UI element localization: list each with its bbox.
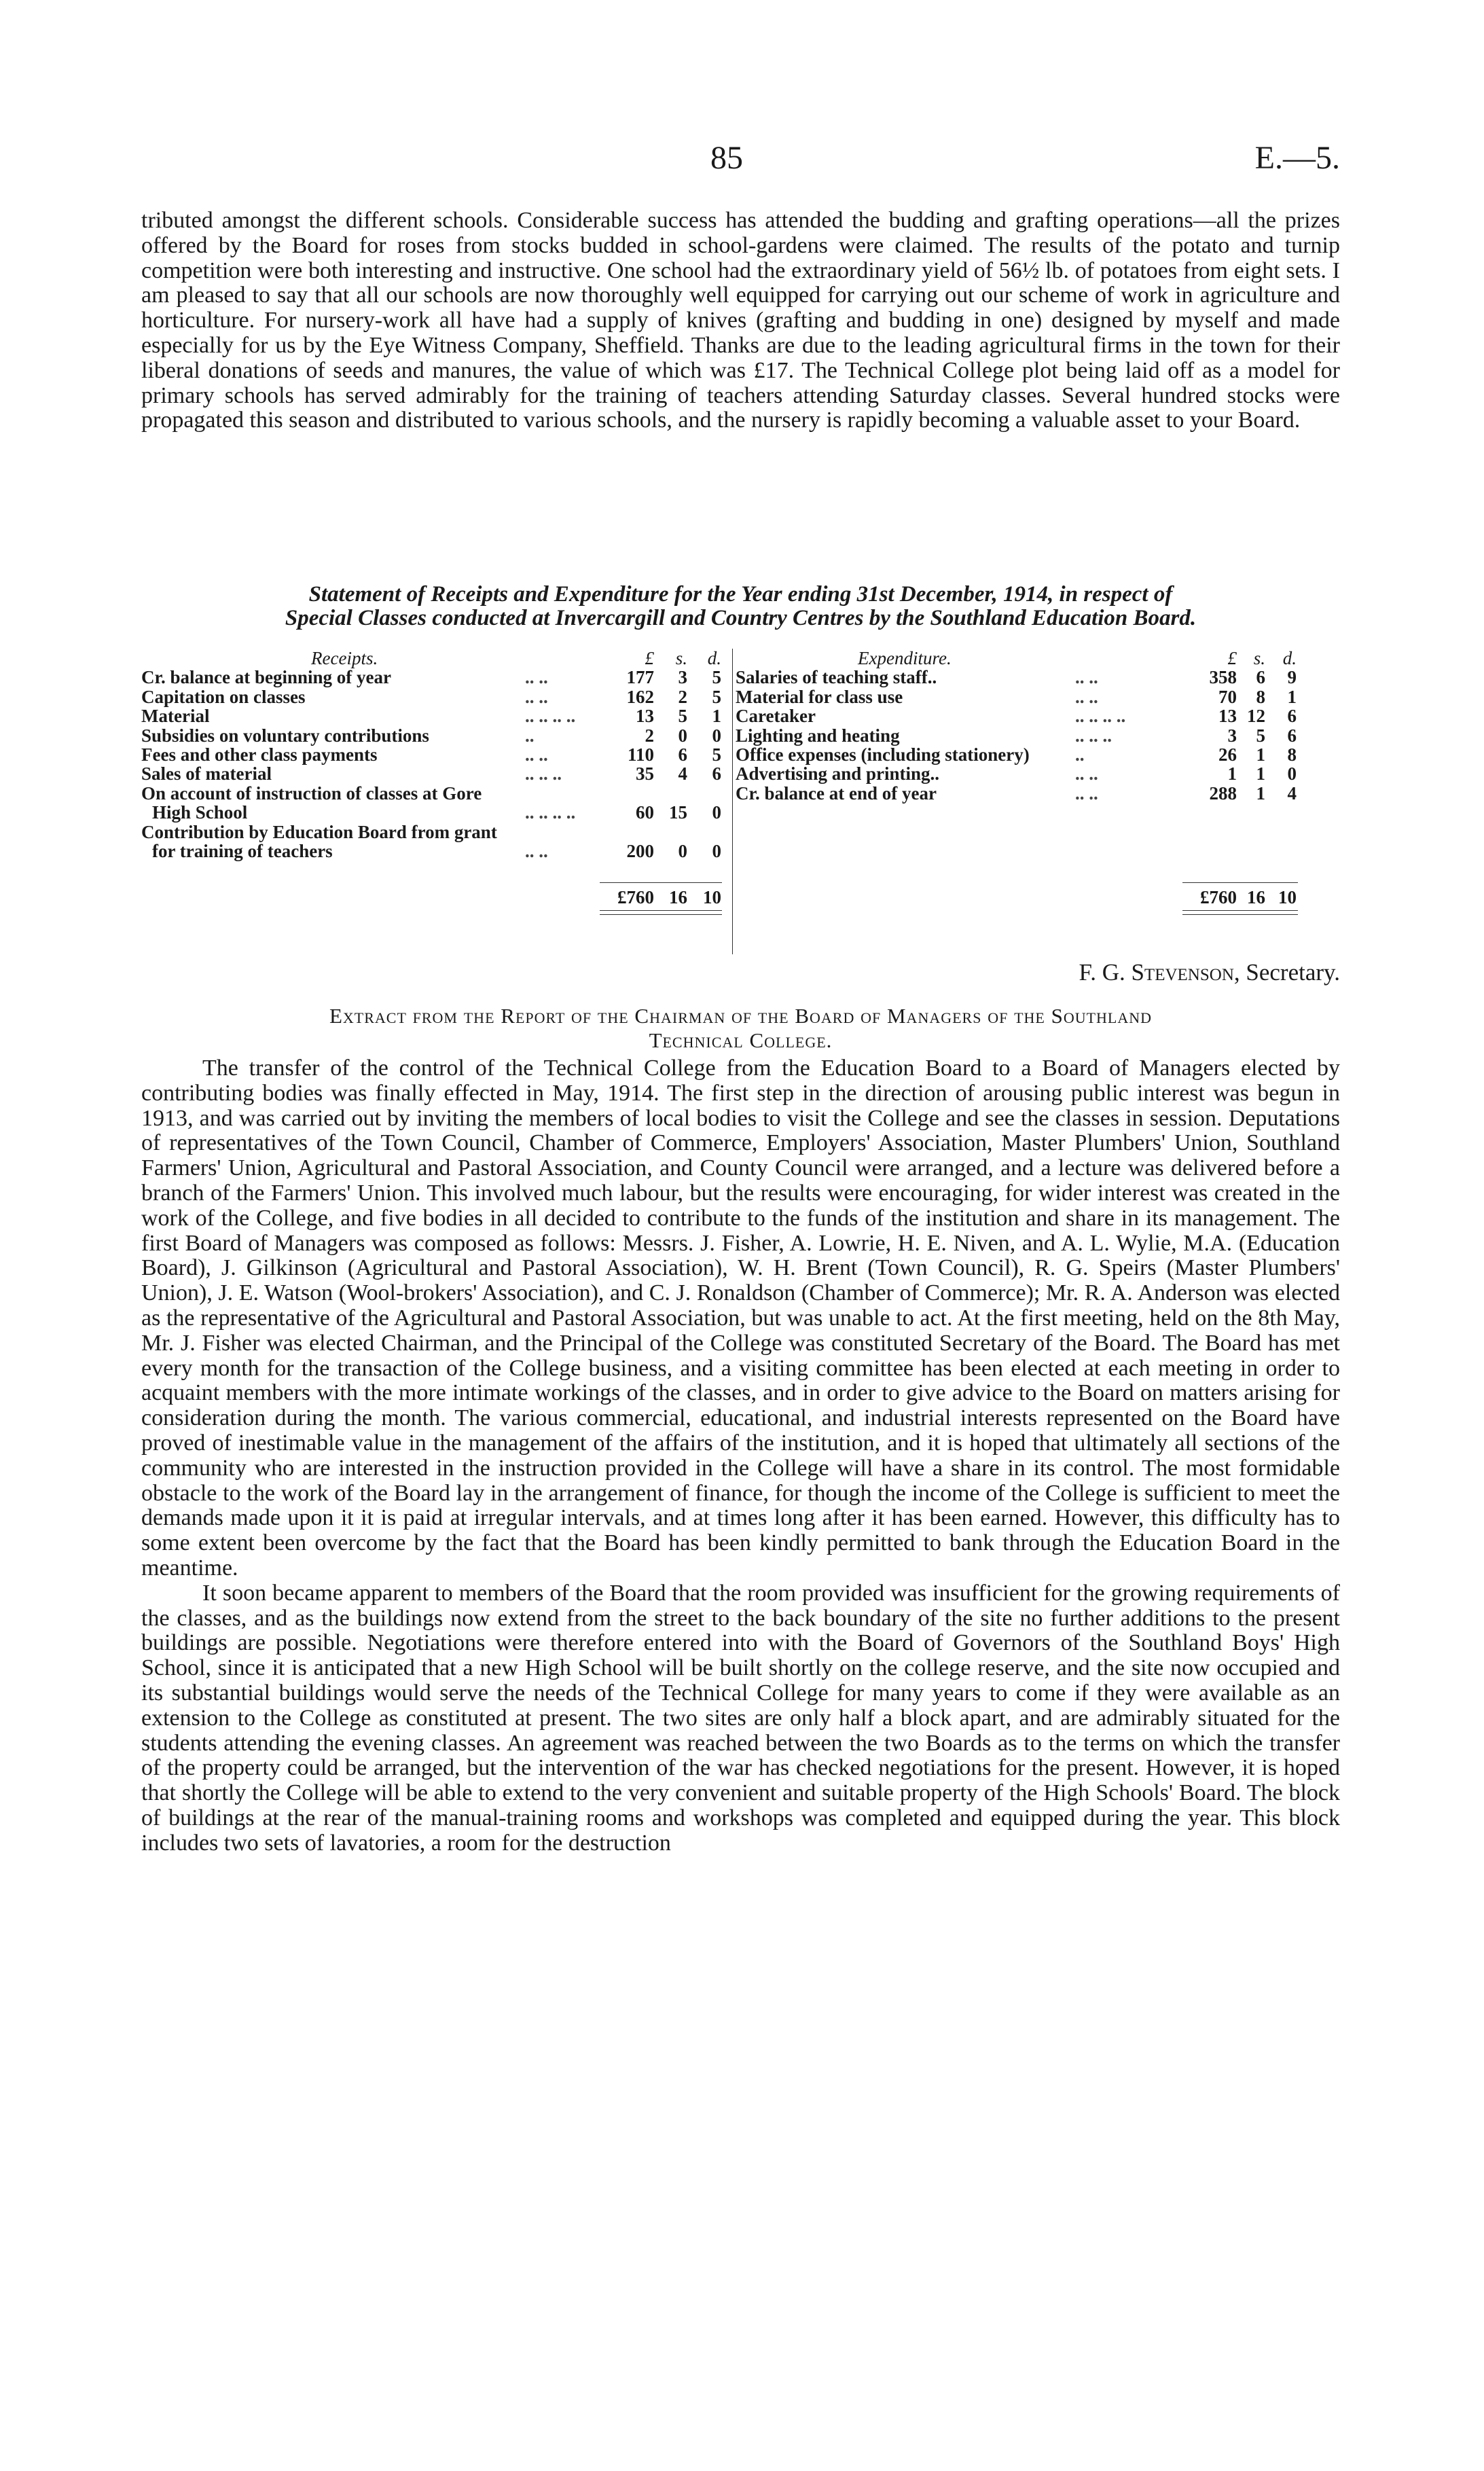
expenditure-pence: 9 — [1287, 667, 1297, 688]
receipts-shillings: 0 — [678, 840, 687, 861]
expenditure-leader-dots: .. .. .. .. — [1075, 706, 1126, 727]
receipts-total-pence: 10 — [703, 887, 721, 907]
receipts-pence: 1 — [712, 706, 721, 727]
receipts-pence: 0 — [712, 840, 721, 861]
receipts-shillings: 0 — [678, 725, 687, 746]
receipts-pounds: 110 — [627, 744, 654, 765]
receipts-pence: 5 — [712, 744, 721, 765]
receipts-heading: Receipts. — [311, 648, 378, 668]
receipts-total-row — [141, 888, 732, 907]
statement-title — [141, 583, 1340, 630]
expenditure-double-rule — [1182, 910, 1298, 915]
signature-name: F. G. Stevenson, — [1079, 959, 1240, 986]
expenditure-total-row — [736, 888, 1340, 907]
expenditure-shillings: 1 — [1256, 744, 1265, 765]
expenditure-col-shillings: s. — [1253, 648, 1265, 668]
expenditure-pounds: 3 — [1227, 725, 1237, 746]
expenditure-total-rule — [1182, 882, 1298, 883]
expenditure-label: Salaries of teaching staff.. — [736, 667, 937, 688]
document-reference: E.—5. — [1254, 140, 1340, 176]
expenditure-shillings: 8 — [1256, 686, 1265, 707]
expenditure-pounds: 1 — [1227, 763, 1237, 784]
expenditure-row — [736, 784, 1340, 803]
receipts-shillings: 5 — [678, 706, 687, 727]
receipts-pounds: 35 — [636, 763, 654, 784]
receipts-pence: 5 — [712, 686, 721, 707]
intro-paragraph: tributed amongst the different schools. Considerable success has attended the budding and grafting operations—all the prizes offered by the Board for roses from stocks budded in school-gardens were claimed. The results of the potato and turnip competition were both interesting and instructive. One school had the extraordinary yield of 56½ lb. of potatoes from eight sets. I am pleased to say that all our schools are now thoroughly well equipped for carrying out our scheme of work in agriculture and horticulture. For nursery-work all have had a supply of knives (grafting and budding in one) designed by myself and made especially for us by the Eye Witness Company, Sheffield. Thanks are due to the leading agricultural firms in the town for their liberal donations of seeds and manures, the value of which was £17. The Technical College plot being laid off as a model for primary schools has served admirably for the training of teachers attending Saturday classes. Several hundred stocks were propagated this season and distributed to various schools, and the nursery is rapidly becoming a valuable asset to your Board. — [141, 208, 1340, 433]
expenditure-header-row — [736, 649, 1340, 668]
receipts-row — [141, 726, 732, 745]
expenditure-total-pounds: £760 — [1200, 887, 1237, 907]
extract-title-line-1: Extract from the Report of the Chairman of the Board of Managers of the Southland — [329, 1004, 1153, 1028]
receipts-total-rule — [600, 882, 722, 883]
expenditure-column — [736, 648, 1340, 907]
expenditure-label: Advertising and printing.. — [736, 763, 940, 784]
receipts-pounds: 60 — [636, 802, 654, 823]
expenditure-leader-dots: .. .. — [1075, 782, 1098, 804]
receipts-row — [141, 823, 732, 842]
receipts-pounds: 200 — [626, 840, 654, 861]
receipts-pounds: 13 — [636, 706, 654, 727]
intro-section — [141, 209, 1340, 433]
expenditure-row — [736, 668, 1340, 687]
expenditure-col-pounds: £ — [1227, 648, 1237, 668]
receipts-row — [141, 706, 732, 725]
expenditure-shillings: 1 — [1256, 763, 1265, 784]
receipts-leader-dots: .. .. — [525, 667, 548, 688]
receipts-label: Fees and other class payments — [141, 744, 378, 765]
signature-title: Secretary. — [1246, 959, 1340, 986]
expenditure-pounds: 288 — [1209, 782, 1237, 804]
receipts-leader-dots: .. .. .. .. — [525, 706, 576, 727]
statement-title-line-1: Statement of Receipts and Expenditure for the Year ending 31st December, 1914, in respect of — [308, 582, 1173, 607]
receipts-shillings: 6 — [678, 744, 687, 765]
expenditure-total-pence: 10 — [1278, 887, 1297, 907]
page-number: 85 — [710, 140, 743, 176]
receipts-pence: 0 — [712, 802, 721, 823]
receipts-pounds: 2 — [645, 725, 654, 746]
expenditure-leader-dots: .. .. — [1075, 763, 1098, 784]
expenditure-shillings: 12 — [1247, 706, 1265, 727]
expenditure-pence: 4 — [1287, 782, 1297, 804]
receipts-shillings: 2 — [678, 686, 687, 707]
receipts-pounds: 162 — [626, 686, 654, 707]
receipts-row — [141, 687, 732, 706]
expenditure-row — [736, 745, 1340, 764]
receipts-label: Material — [141, 706, 210, 727]
receipts-leader-dots: .. .. — [525, 840, 548, 861]
expenditure-pounds: 358 — [1209, 667, 1237, 688]
extract-title-line-2: Technical College. — [649, 1028, 833, 1052]
expenditure-pence: 8 — [1287, 744, 1297, 765]
receipts-shillings: 15 — [669, 802, 687, 823]
receipts-row — [141, 803, 732, 822]
receipts-leader-dots: .. — [525, 725, 535, 746]
receipts-col-pence: d. — [707, 648, 721, 668]
extract-body — [141, 1056, 1340, 1856]
expenditure-shillings: 5 — [1256, 725, 1265, 746]
expenditure-leader-dots: .. .. — [1075, 667, 1098, 688]
expenditure-shillings: 6 — [1256, 667, 1265, 688]
receipts-rows — [141, 668, 732, 861]
expenditure-pounds: 13 — [1218, 706, 1237, 727]
receipts-column — [141, 648, 732, 907]
signature — [1079, 959, 1340, 986]
receipts-label: Cr. balance at beginning of year — [141, 667, 392, 688]
expenditure-pence: 6 — [1287, 706, 1297, 727]
expenditure-row — [736, 764, 1340, 783]
expenditure-pounds: 26 — [1218, 744, 1237, 765]
extract-paragraph-2: It soon became apparent to members of the Board that the room provided was insufficient for the growing requirements of the classes, and as the buildings now extend from the street to the back boundary of the site no further additions to the present buildings are possible. Negotiations were therefore entered into with the Board of Governors of the Southland Boys' High School, since it is anticipated that a new High School will be built shortly on the college reserve, and the site now occupied and its substantial buildings would serve the needs of the Technical College for many years to come if they were available as an extension to the College as constituted at present. The two sites are only half a block apart, and are admirably situated for the students attending the evening classes. An agreement was reached between the two Boards as to the terms on which the transfer of the property could be arranged, but the intervention of the war has checked negotiations for the present. However, it is hoped that shortly the College will be able to extend to the very convenient and suitable property of the High Schools' Board. The block of buildings at the rear of the manual-training rooms and workshops was completed and equipped during the year. This block includes two sets of lavatories, a room for the destruction — [141, 1580, 1340, 1856]
expenditure-label: Material for class use — [736, 686, 903, 707]
receipts-leader-dots: .. .. — [525, 686, 548, 707]
receipts-pence: 0 — [712, 725, 721, 746]
receipts-total-pounds: £760 — [617, 887, 654, 907]
expenditure-label: Cr. balance at end of year — [736, 782, 937, 804]
expenditure-leader-dots: .. .. .. — [1075, 725, 1112, 746]
expenditure-pence: 0 — [1287, 763, 1297, 784]
receipts-label: for training of teachers — [152, 840, 333, 861]
receipts-pence: 6 — [712, 763, 721, 784]
receipts-leader-dots: .. .. .. — [525, 763, 562, 784]
receipts-row — [141, 668, 732, 687]
expenditure-pounds: 70 — [1218, 686, 1237, 707]
receipts-leader-dots: .. .. .. .. — [525, 802, 576, 823]
expenditure-row — [736, 687, 1340, 706]
expenditure-shillings: 1 — [1256, 782, 1265, 804]
expenditure-col-pence: d. — [1282, 648, 1297, 668]
receipts-label: Capitation on classes — [141, 686, 306, 707]
receipts-label: On account of instruction of classes at Gore — [141, 782, 482, 804]
expenditure-pence: 1 — [1287, 686, 1297, 707]
expenditure-row — [736, 726, 1340, 745]
expenditure-total-shillings: 16 — [1247, 887, 1265, 907]
receipts-col-pounds: £ — [645, 648, 654, 668]
receipts-row — [141, 842, 732, 861]
expenditure-heading: Expenditure. — [858, 648, 952, 668]
extract-title — [141, 1004, 1340, 1053]
receipts-col-shillings: s. — [675, 648, 687, 668]
receipts-total-shillings: 16 — [669, 887, 687, 907]
receipts-label: High School — [152, 802, 248, 823]
receipts-label: Subsidies on voluntary contributions — [141, 725, 429, 746]
receipts-pence: 5 — [712, 667, 721, 688]
receipts-shillings: 4 — [678, 763, 687, 784]
expenditure-pence: 6 — [1287, 725, 1297, 746]
receipts-leader-dots: .. .. — [525, 744, 548, 765]
expenditure-leader-dots: .. .. — [1075, 686, 1098, 707]
receipts-label: Sales of material — [141, 763, 272, 784]
expenditure-leader-dots: .. — [1075, 744, 1085, 765]
expenditure-rows — [736, 668, 1340, 803]
receipts-header-row — [141, 649, 732, 668]
receipts-row — [141, 784, 732, 803]
receipts-row — [141, 745, 732, 764]
column-separator — [732, 649, 733, 954]
expenditure-label: Office expenses (including stationery) — [736, 744, 1030, 765]
extract-paragraph-1: The transfer of the control of the Technical College from the Education Board to a Board of Managers elected by contributing bodies was finally effected in May, 1914. The first step in the direction of arousing public interest was begun in 1913, and was carried out by inviting the members of local bodies to visit the College and see the classes in session. Deputations of representatives of the Town Council, Chamber of Commerce, Employers' Association, Master Plumbers' Union, Southland Farmers' Union, Agricultural and Pastoral Association, and County Council were arranged, and a lecture was delivered before a branch of the Farmers' Union. This involved much labour, but the results were encouraging, for wider interest was created in the work of the College, and five bodies in all decided to contribute to the funds of the institution and share in its management. The first Board of Managers was composed as follows: Messrs. J. Fisher, A. Lowrie, H. E. Niven, and A. L. Wylie, M.A. (Education Board), J. Gilkinson (Agricultural and Pastoral Association), W. H. Brent (Town Council), R. G. Speirs (Master Plumbers' Union), J. E. Watson (Wool-brokers' Association), and C. J. Ronaldson (Chamber of Commerce); Mr. R. A. Anderson was elected as the representative of the Agricultural and Pastoral Association, but was unable to act. At the first meeting, held on the 8th May, Mr. J. Fisher was elected Chairman, and the Principal of the College was constituted Secretary of the Board. The Board has met every month for the transaction of the College business, and a visiting committee has been elected at each meeting in order to acquaint members with the more intimate workings of the classes, and in order to give advice to the Board on matters arising for consideration during the month. The various commercial, educational, and industrial interests represented on the Board have proved of inestimable value in the management of the affairs of the institution, and it is hoped that ultimately all sections of the community who are interested in the instruction provided in the College will have a share in its control. The most formidable obstacle to the work of the Board lay in the arrangement of finance, for though the income of the College is sufficient to meet the demands made upon it it is paid at irregular intervals, and at times long after it has been earned. However, this difficulty has to some extent been overcome by the fact that the Board has been kindly permitted to bank through the Education Board in the meantime. — [141, 1056, 1340, 1581]
receipts-shillings: 3 — [678, 667, 687, 688]
receipts-row — [141, 764, 732, 783]
expenditure-row — [736, 706, 1340, 725]
statement-title-line-2: Special Classes conducted at Invercargill and Country Centres by the Southland Education Board. — [285, 606, 1197, 630]
page-header — [0, 139, 1484, 180]
expenditure-label: Caretaker — [736, 706, 816, 727]
expenditure-label: Lighting and heating — [736, 725, 900, 746]
receipts-label: Contribution by Education Board from grant — [141, 821, 497, 842]
receipts-pounds: 177 — [626, 667, 654, 688]
receipts-double-rule — [600, 910, 722, 915]
